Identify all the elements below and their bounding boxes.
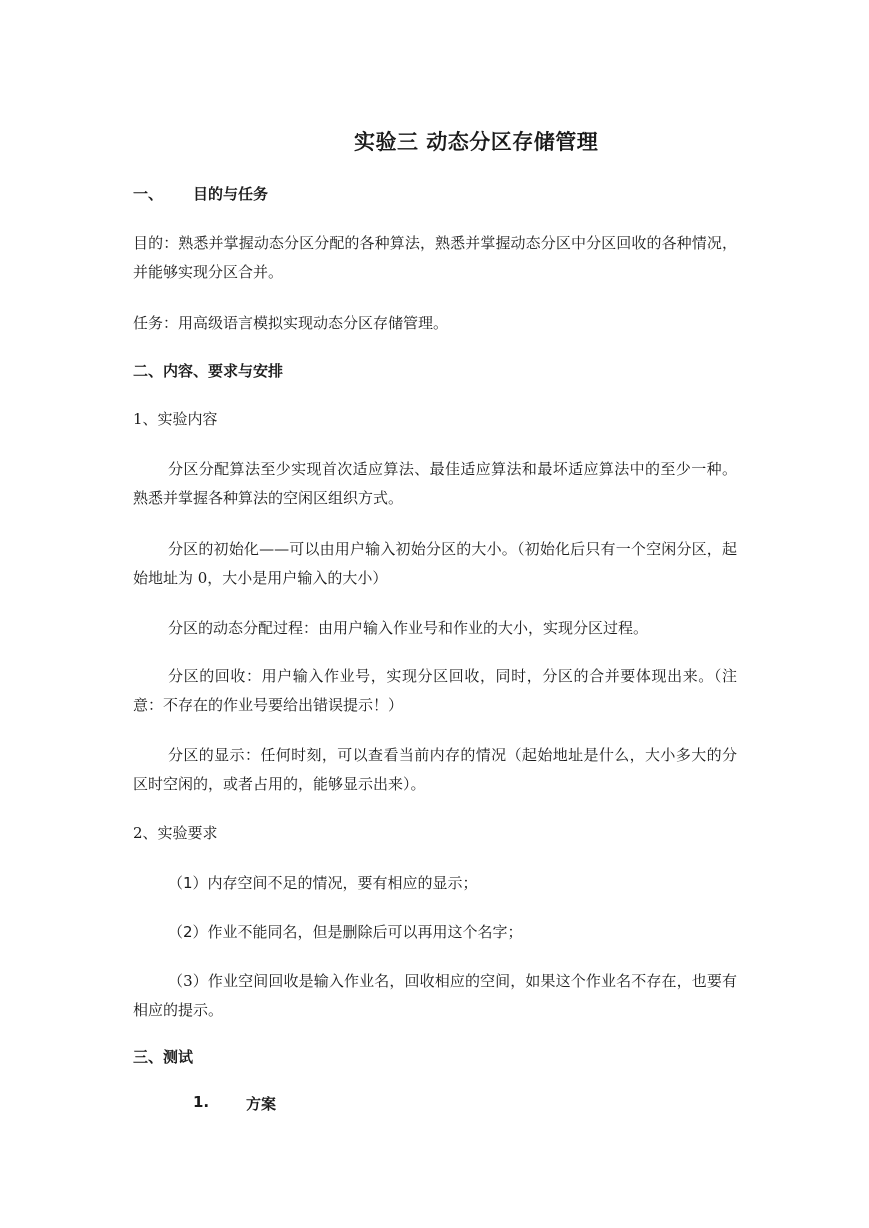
subsection-heading: 方案	[246, 1095, 277, 1113]
content-paragraph: 分区的初始化——可以由用户输入初始分区的大小。（初始化后只有一个空闲分区，起始地址为 0，大小是用户输入的大小）	[133, 540, 737, 587]
document-title: 实验三 动态分区存储管理	[354, 130, 599, 154]
content-paragraph: 分区的动态分配过程：由用户输入作业号和作业的大小，实现分区过程。	[168, 619, 649, 637]
section-1-heading: 目的与任务	[193, 185, 269, 203]
purpose-paragraph: 目的：熟悉并掌握动态分区分配的各种算法，熟悉并掌握动态分区中分区回收的各种情况，并能够实现分区合并。	[133, 234, 737, 281]
requirements-subheading: 2、实验要求	[133, 824, 218, 842]
content-paragraph: 分区分配算法至少实现首次适应算法、最佳适应算法和最坏适应算法中的至少一种。熟悉并掌握各种算法的空闲区组织方式。	[133, 460, 737, 507]
content-paragraph: 分区的回收：用户输入作业号，实现分区回收，同时，分区的合并要体现出来。（注意：不存在的作业号要给出错误提示！）	[133, 667, 737, 714]
requirement-item: （1）内存空间不足的情况，要有相应的显示；	[168, 874, 478, 892]
task-paragraph: 任务：用高级语言模拟实现动态分区存储管理。	[133, 314, 449, 332]
content-subheading: 1、实验内容	[133, 410, 218, 428]
section-3-heading: 三、测试	[133, 1048, 194, 1066]
section-1-number: 一、	[133, 185, 164, 203]
requirement-item: （3）作业空间回收是输入作业名，回收相应的空间，如果这个作业名不存在，也要有相应的提示。	[133, 972, 737, 1019]
section-2-heading: 二、内容、要求与安排	[133, 362, 284, 380]
requirement-item: （2）作业不能同名，但是删除后可以再用这个名字；	[168, 923, 523, 941]
content-paragraph: 分区的显示：任何时刻，可以查看当前内存的情况（起始地址是什么，大小多大的分区时空闲的，或者占用的，能够显示出来）。	[133, 746, 737, 793]
subsection-number: 1.	[193, 1093, 210, 1111]
